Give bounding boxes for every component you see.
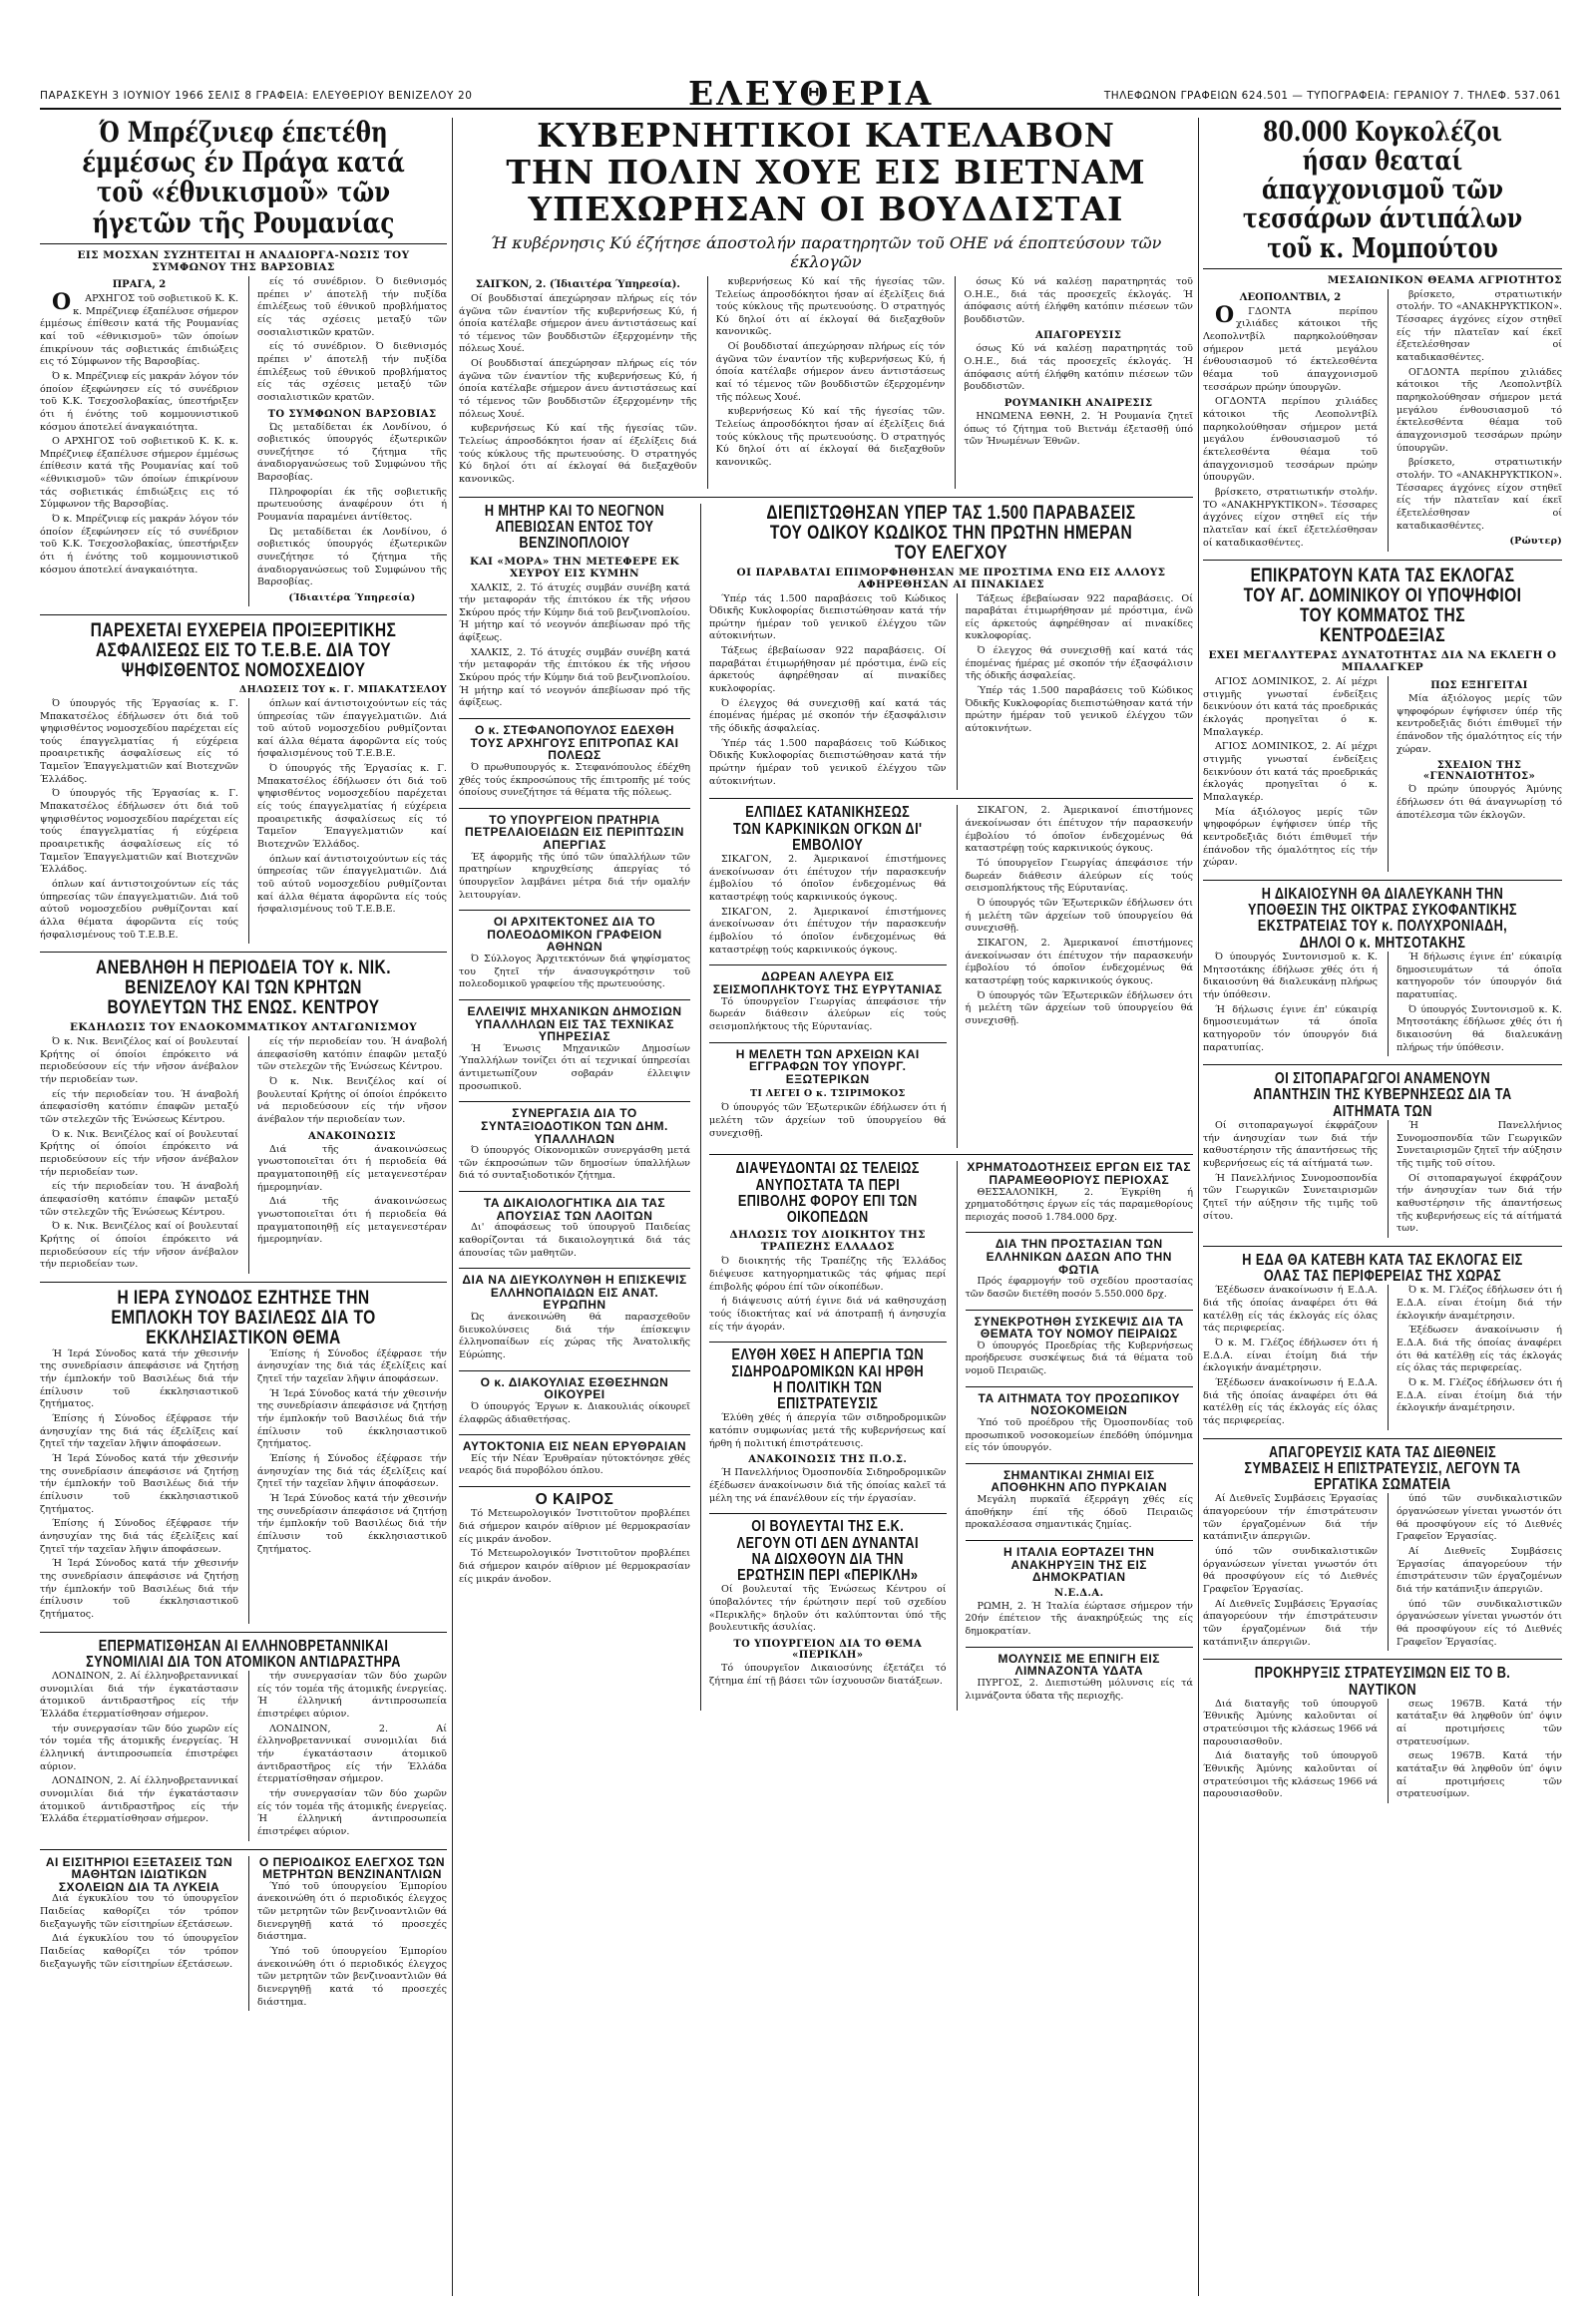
section-label: Ν.Ε.Δ.Α. [1054, 1587, 1104, 1599]
article-text: Ύπό τοῦ ύπουργείου Έμπορίου άνεκοινώθη ότι ό περιοδικός έλεγχος τῶν μετρητῶν τῶν βενζινοαντλιῶν θά διενεργηθῇ κατά τό προσεχές διάστημα. [257, 1880, 447, 1943]
article-text: τήν συνεργασίαν τῶν δύο χωρῶν είς τόν τομέα τῆς άτομικῆς ένεργείας. Ή έλληνική άντιπροσωπεία έπιστρέφει αύριον. [40, 1723, 238, 1772]
article-text: ΗΝΩΜΕΝΑ ΕΘΝΗ, 2. Ή Ρουμανία ζητεῖ όπως τό ζήτημα τοῦ Βιετνάμ έξετασθῇ ύπό τῶν Ήνωμένων Έθνῶν. [964, 411, 1193, 448]
article-text: Ή Ίερά Σύνοδος κατά τήν χθεσινήν της συνεδρίασιν άπεφάσισε νά ζητήσῃ τήν έμπλοκήν τοῦ Βασιλέως διά τήν έπίλυσιν τοῦ έκκλησιαστικοῦ ζητήματος. [40, 1558, 238, 1620]
article-text: Έξέδωσεν άνακοίνωσιν ή Ε.Δ.Α. διά τῆς όποίας άναφέρει ότι θά κατέλθῃ είς τάς έκλογάς είς όλας τάς περιφερείας. [1396, 1325, 1562, 1374]
article-stefanopoulos [459, 724, 690, 800]
article-text: Πληροφορίαι έκ τῆς σοβιετικῆς πρωτευούσης άναφέρουν ότι ή Ρουμανία παραμένει άντίθετος. [257, 486, 447, 524]
article-text: Ύπέρ τάς 1.500 παραβάσεις τοῦ Κώδικος Όδικῆς Κυκλοφορίας διεπιστώθησαν κατά τήν πρώτην ήμέραν τοῦ γενικοῦ έλέγχου τῶν αύτοκινήτων. [965, 685, 1193, 735]
article-text: Ώς άνεκοινώθη θά παρασχεθοῦν διευκολύνσεις διά τήν έπίσκεψιν έλληνοπαίδων είς χώρας τῆς Άνατολικῆς Εύρώπης. [459, 1312, 690, 1361]
article-text: Έξέδωσεν άνακοίνωσιν ή Ε.Δ.Α. διά τῆς όποίας άναφέρει ότι θά κατέλθῃ είς τάς έκλογάς είς όλας τάς περιφερείας. [1203, 1285, 1378, 1335]
dateline: ΣΑΙΓΚΟΝ, 2. (Ίδιαιτέρα Ύπηρεσία). [475, 278, 680, 290]
article-text: Τάξεως έβεβαίωσαν 922 παραβάσεις. Οί παραβάται έτιμωρήθησαν μέ πρόστιμα, ένῶ είς άρκετούς άφηρέθησαν αί πινακίδες κυκλοφορίας. [709, 645, 947, 695]
headline: ΕΛΛΕΙΨΙΣ ΜΗΧΑΝΙΚΩΝ ΔΗΜΟΣΙΩΝ ΥΠΑΛΛΗΛΩΝ ΕΙΣ ΤΑΣ ΤΕΧΝΙΚΑΣ ΥΠΗΡΕΣΙΑΣ [467, 1003, 682, 1044]
center-left-stack [459, 504, 690, 1712]
article-text: ΧΑΛΚΙΣ, 2. Τό άτυχές συμβάν συνέβη κατά τήν μεταφοράν τῆς έπιτόκου έκ τῆς νήσου Σκύρου πρός τήν Κύμην διά τοῦ βενζινοπλοίου. Ή μήτηρ καί τό νεογνόν άπεβίωσαν πρό τῆς άφίξεως. [459, 646, 690, 709]
section-label: ΑΝΑΚΟΙΝΩΣΙΣ ΤΗΣ Π.Ο.Σ. [748, 1454, 908, 1466]
article-text: Ό ύπουργός Προεδρίας τῆς Κυβερνήσεως προήδρευσε συσκέψεως διά τά θέματα τοῦ νομοῦ Πειραιῶς. [965, 1340, 1193, 1377]
article-piraeus [966, 1316, 1194, 1378]
article-traffic [709, 504, 1193, 791]
column-center [459, 118, 1193, 2296]
article-text: βρίσκετο, στρατιωτικήν στολήν. ΤΟ «ΑΝΑΚΗΡΥΚΤΙΚΟΝ». Τέσσαρες άγχόνες είχον στηθεῖ είς τήν πλατεῖαν καί έκεῖ έξετελέσθησαν οί καταδικασθέντες. [1396, 288, 1562, 364]
headline: ΔΩΡΕΑΝ ΑΛΕΥΡΑ ΕΙΣ ΣΕΙΣΜΟΠΛΗΚΤΟΥΣ ΤΗΣ ΕΥΡΥΤΑΝΙΑΣ [712, 969, 943, 996]
article-text: Έλύθη χθές ή άπεργία τῶν σιδηροδρομικῶν κατόπιν συμφωνίας μετά τῆς κυβερνήσεως καί ήρθη ή πολιτική έπιστράτευσις. [709, 1412, 947, 1449]
article-eda [1203, 1253, 1562, 1430]
headline: Ο ΚΑΙΡΟΣ [535, 1491, 614, 1509]
article-text: Ύπέρ τάς 1.500 παραβάσεις τοῦ Κώδικος Όδικῆς Κυκλοφορίας διεπιστώθησαν κατά τήν πρώτην ήμέραν τοῦ γενικοῦ έλέγχου τῶν αύτοκινήτων. [709, 737, 947, 787]
lead-headline-line1: ΚΥΒΕΡΝΗΤΙΚΟΙ ΚΑΤΕΛΑΒΟΝ [537, 118, 1115, 155]
article-text: ΟΓΔΟΝΤΑ περίπου χιλιάδες κάτοικοι τῆς Λεοπολντβίλ παρηκολούθησαν σήμερον μετά μεγάλου ένθουσιασμοῦ τό έκτελεσθέντα θέαμα τοῦ άπαγχονισμοῦ τεσσάρων πρώην ύπουργῶν. [1396, 366, 1562, 454]
article-exams [40, 1856, 447, 2012]
article-text: Ο ΑΡΧΗΓΟΣ τοῦ σοβιετικοῦ Κ. Κ. κ. Μπρέζνιεφ έξαπέλυσε σήμερον έμμέσως έπίθεσιν κατά τῆς Ρουμανίας καί τοῦ «έθνικισμοῦ» τῶν όποίων έπικρίνουν τάς σοβιετικάς έπιδιώξεις εις τό Σύμφωνον τῆς Βαρσοβίας. [40, 436, 238, 511]
subheadline: ΟΙ ΠΑΡΑΒΑΤΑΙ ΕΠΙΜΟΡΦΗΘΗΣΑΝ ΜΕ ΠΡΟΣΤΙΜΑ ΕΝΩ ΕΙΣ ΑΛΛΟΥΣ ΑΦΗΡΕΘΗΣΑΝ ΑΙ ΠΙΝΑΚΙΔΕΣ [736, 566, 1166, 590]
article-text: Ό κ. Νικ. Βενιζέλος καί οί βουλευταί Κρήτης οί όποίοι έπρόκειτο νά περιοδεύσουν είς τήν νῆσον άνέβαλον τήν περιοδείαν των. [40, 1221, 238, 1271]
article-text: Έξέδωσεν άνακοίνωσιν ή Ε.Δ.Α. διά τῆς όποίας άναφέρει ότι θά κατέλθῃ είς τάς έκλογάς είς όλας τάς περιφερείας. [1203, 1376, 1378, 1426]
article-justice [1203, 887, 1562, 1056]
center-right-area [700, 504, 1193, 1712]
subheadline: ΚΑΙ «ΜΟΡΑ» ΤΗΝ ΜΕΤΕΦΕΡΕ ΕΚ ΧΕΥΡΟΥ ΕΙΣ ΚΥΜΗΝ [469, 555, 680, 579]
article-text: Διά διαταγῆς τοῦ ύπουργοῦ Έθνικῆς Άμύνης καλοῦνται οί στρατεύσιμοι τῆς κλάσεως 1966 νά παρουσιασθοῦν. [1203, 1750, 1378, 1800]
headline: ΔΙΕΠΙΣΤΩΘΗΣΑΝ ΥΠΕΡ ΤΑΣ 1.500 ΠΑΡΑΒΑΣΕΙΣ ΤΟΥ ΟΔΙΚΟΥ ΚΩΔΙΚΟΣ ΤΗΝ ΠΡΩΤΗΝ ΗΜΕΡΑΝ ΤΟΥ ΕΛΕΓΧΟΥ [766, 502, 1136, 564]
article-text: ΑΓΙΟΣ ΔΟΜΙΝΙΚΟΣ, 2. Αί μέχρι στιγμῆς γνωσταί ένδείξεις δεικνύουν ότι κατά τάς προεδρικάς έκλογάς προηγεῖται ό κ. Μπαλαγκέρ. [1203, 741, 1378, 803]
lead-article-vietnam [459, 118, 1193, 489]
headline: ΠΑΡΕΧΕΤΑΙ ΕΥΧΕΡΕΙΑ ΠΡΟΙΞΕΡΙΤΙΚΗΣ ΑΣΦΑΛΙΣΕΩΣ ΕΙΣ ΤΟ Τ.Ε.Β.Ε. ΔΙΑ ΤΟΥ ΨΗΦΙΣΘΕΝΤΟΣ ΝΟΜΟΣΧΕΔΙΟΥ [90, 620, 397, 681]
article-text: ΛΟΝΔΙΝΟΝ, 2. Αί έλληνοβρεταννικαί συνομιλίαι διά τήν έγκατάστασιν άτομικοῦ άντιδραστῆρος είς τήν Έλλάδα έτερματίσθησαν σήμερον. [40, 1775, 238, 1825]
subheadline: ΜΕΣΑΙΩΝΙΚΟΝ ΘΕΑΜΑ ΑΓΡΙΟΤΗΤΟΣ [1327, 273, 1562, 286]
lead-subheadline: Ή κυβέρνησις Κύ έζήτησε άποστολήν παρατηρητῶν τοῦ ΟΗΕ νά έποπτεύσουν τῶν έκλογῶν [490, 232, 1162, 271]
article-text: ύπό τῶν συνδικαλιστικῶν όργανώσεων γίνεται γνωστόν ότι θά προσφύγουν είς τό Διεθνές Γραφεῖον Έργασίας. [1203, 1546, 1378, 1595]
article-text: Ή Ίερά Σύνοδος κατά τήν χθεσινήν της συνεδρίασιν άπεφάσισε νά ζητήσῃ τήν έμπλοκήν τοῦ Βασιλέως διά τήν έπίλυσιν τοῦ έκκλησιαστικοῦ ζητήματος. [257, 1387, 447, 1450]
article-engineers [459, 1005, 690, 1093]
article-text: είς τό συνέδριον. Ό διεθνισμός πρέπει ν' άποτελῇ τήν πυξίδα έπιλέξεως τοῦ έθνικοῦ προβλήματος είς τάς σχέσεις μεταξύ τῶν σοσιαλιστικῶν κρατῶν. [257, 341, 447, 403]
article-weather [459, 1492, 690, 1586]
headline: ΕΛΠΙΔΕΣ ΚΑΤΑΝΙΚΗΣΕΩΣ ΤΩΝ ΚΑΡΚΙΝΙΚΩΝ ΟΓΚΩΝ ΔΙ' ΕΜΒΟΛΙΟΥ [733, 804, 923, 854]
article-text: Οί σιτοπαραγωγοί έκφράζουν τήν άνησυχίαν των διά τήν καθυστέρησιν τῆς άπαντήσεως τῆς κυβερνήσεως είς τά αίτήματά των. [1203, 1119, 1378, 1169]
article-text: Έξ άφορμῆς τῆς ύπό τῶν ύπαλλήλων τῶν πρατηρίων κηρυχθείσης άπεργίας τό ύπουργεῖον λαμβάνει μέτρα διά τήν ομαλήν λειτουργίαν. [459, 851, 690, 901]
masthead-date-address: ΠΑΡΑΣΚΕΥΗ 3 ΙΟΥΝΙΟΥ 1966 ΣΕΛΙΣ 8 ΓΡΑΦΕΙΑ: ΕΛΕΥΘΕΡΙΟΥ ΒΕΝΙΖΕΛΟΥ 20 [40, 90, 473, 102]
article-text: Ώς μεταδίδεται έκ Λονδίνου, ό σοβιετικός ύπουργός έξωτερικῶν συνεζήτησε τό ζήτημα τῆς άναδιοργανώσεως τοῦ Συμφώνου τῆς Βαρσοβίας. [257, 526, 447, 588]
section-label: ΣΧΕΔΙΟΝ ΤΗΣ «ΓΕΝΝΑΙΟΤΗΤΟΣ» [1422, 760, 1536, 783]
article-text: Ό κ. Νικ. Βενιζέλος καί οί βουλευταί Κρήτης οί όποίοι έπρόκειτο νά περιοδεύσουν είς τήν νῆσον άνέβαλον τήν περιοδείαν των. [40, 1036, 238, 1086]
article-text: Μία άξιόλογος μερίς τῶν ψηφοφόρων έψήφισεν ύπέρ τῆς κεντροδεξιᾶς διότι έπιθυμεῖ τήν έπάνοδον τῆς όμαλότητος είς τήν χώραν. [1203, 806, 1378, 869]
column-right [1203, 118, 1562, 2296]
subheadline: ΔΗΛΩΣΙΣ ΤΟΥ ΔΙΟΙΚΗΤΟΥ ΤΗΣ ΤΡΑΠΕΖΗΣ ΕΛΛΑΔΟΣ [729, 1229, 927, 1254]
article-text: ΡΩΜΗ, 2. Ή Ίταλία έώρτασε σήμερον τήν 20ήν έπέτειον τῆς άνακηρύξεώς της είς δημοκρατίαν. [965, 1600, 1193, 1638]
article-text: Ό κ. Νικ. Βενιζέλος καί οί βουλευταί Κρήτης οί όποίοι έπρόκειτο νά περιοδεύσουν είς τήν νῆσον άνέβαλον τήν περιοδείαν των. [40, 1128, 238, 1178]
article-text: ΣΙΚΑΓΟΝ, 2. Άμερικανοί έπιστήμονες άνεκοίνωσαν ότι έπέτυχον τήν παρασκευήν έμβολίου τό όποῖον ένδεχομένως θά καταστρέφῃ τούς καρκινικούς όγκους. [965, 805, 1193, 855]
article-breznev [40, 118, 447, 606]
article-text: ΑΓΙΟΣ ΔΟΜΙΝΙΚΟΣ, 2. Αί μέχρι στιγμῆς γνωσταί ένδείξεις δεικνύουν ότι κατά τάς προεδρικάς έκλογάς προηγεῖται ό κ. Μπαλαγκέρ. [1203, 676, 1378, 738]
column-divider [452, 118, 453, 2296]
headline: ΤΟ ΥΠΟΥΡΓΕΙΟΝ ΠΡΑΤΗΡΙΑ ΠΕΤΡΕΛΑΙΟΕΙΔΩΝ ΕΙΣ ΠΕΡΙΠΤΩΣΙΝ ΑΠΕΡΓΙΑΣ [465, 812, 684, 852]
headline: Η ΜΕΛΕΤΗ ΤΩΝ ΑΡΧΕΙΩΝ ΚΑΙ ΕΓΓΡΑΦΩΝ ΤΟΥ ΥΠΟΥΡΓ. ΕΞΩΤΕΡΙΚΩΝ [735, 1046, 920, 1086]
article-hospitals [966, 1392, 1194, 1455]
article-text: Οί βουλευταί τῆς Ένώσεως Κέντρου οί ύποβαλόντες τήν έρώτησιν περί τοῦ σχεδίου «Περικλῆς» δηλοῦν ότι καλύπτονται ύπό τῆς βουλευτικῆς άσυλίας. [709, 1584, 947, 1634]
article-text: Αί Διεθνεῖς Συμβάσεις Έργασίας άπαγορεύουν τήν έπιστράτευσιν τῶν έργαζομένων διά τήν κατάπνιξιν άπεργιῶν. [1203, 1598, 1378, 1648]
article-text: είς τήν περιοδείαν του. Ή άναβολή άπεφασίσθη κατόπιν έπαφῶν μεταξύ τῶν στελεχῶν τῆς Ένώσεως Κέντρου. [40, 1088, 238, 1126]
article-text: Ό έλεγχος θά συνεχισθῇ καί κατά τάς έπομένας ήμέρας μέ σκοπόν τήν έξασφάλισιν τῆς όδικῆς άσφαλείας. [965, 645, 1193, 682]
article-land-tax [709, 1161, 947, 1334]
section-label: ΤΟ ΥΠΟΥΡΓΕΙΟΝ ΔΙΑ ΤΟ ΘΕΜΑ «ΠΕΡΙΚΛΗ» [733, 1639, 923, 1661]
credit: (Ρώυτερ) [1509, 536, 1562, 548]
article-text: σεως 1967Β. Κατά τήν κατάταξιν θά ληφθοῦν ύπ' όψιν αί προτιμήσεις τῶν στρατευσίμων. [1396, 1750, 1562, 1800]
lead-headline-line2: ΤΗΝ ΠΟΛΙΝ ΧΟΥΕ ΕΙΣ ΒΙΕΤΝΑΜ [506, 152, 1146, 192]
article-absences [459, 1197, 690, 1260]
section-label: ΑΠΑΓΟΡΕΥΣΙΣ [1035, 330, 1122, 342]
headline: ΔΙΑΨΕΥΔΟΝΤΑΙ ΩΣ ΤΕΛΕΙΩΣ ΑΝΥΠΟΣΤΑΤΑ ΤΑ ΠΕΡΙ ΕΠΙΒΟΛΗΣ ΦΟΡΟΥ ΕΠΙ ΤΩΝ ΟΙΚΟΠΕΔΩΝ [735, 1160, 920, 1227]
article-text: βρίσκετο, στρατιωτικήν στολήν. ΤΟ «ΑΝΑΚΗΡΥΚΤΙΚΟΝ». Τέσσαρες άγχόνες είχον στηθεῖ είς τήν πλατεῖαν καί έκεῖ έξετελέσθησαν οί καταδικασθέντες. [1396, 457, 1562, 532]
article-text: κυβερνήσεως Κύ καί τῆς ήγεσίας τῶν. Τελείως άπροσδόκητοι ήσαν αί έξελίξεις διά τούς κύκλους τῆς πρωτευούσης. Ό στρατηγός Κύ δηλοί ότι αί έκλογαί θά διεξαχθοῦν κανονικῶς. [459, 423, 697, 486]
article-pensions [459, 1107, 690, 1183]
section-label: ΤΟ ΣΥΜΦΩΝΟΝ ΒΑΡΣΟΒΙΑΣ [267, 408, 437, 420]
article-text: Τό ύπουργεῖον Γεωργίας άπεφάσισε τήν δωρεάν διάθεσιν άλεύρων είς τούς σεισμοπλήκτους τῆς Εύρυτανίας. [965, 857, 1193, 895]
article-text: Τό ύπουργεῖον Γεωργίας άπεφάσισε τήν δωρεάν διάθεσιν άλεύρων είς τούς σεισμοπλήκτους τῆς Εύρυτανίας. [709, 995, 947, 1032]
newspaper-title: ΕΛΕΥΘΕΡΙΑ [688, 74, 935, 113]
article-text: Ώς μεταδίδεται έκ Λονδίνου, ό σοβιετικός ύπουργός έξωτερικῶν συνεζήτησε τό ζήτημα τῆς άναδιοργανώσεως τοῦ Συμφώνου τῆς Βαρσοβίας. [257, 421, 447, 484]
article-text: ΠΥΡΓΟΣ, 2. Διεπιστώθη μόλυνσις είς τά λιμνάζοντα ύδατα τῆς περιοχῆς. [965, 1677, 1193, 1702]
section-label: ΠΩΣ ΕΞΗΓΕΙΤΑΙ [1430, 680, 1528, 691]
article-text: Ή Ίερά Σύνοδος κατά τήν χθεσινήν της συνεδρίασιν άπεφάσισε νά ζητήσῃ τήν έμπλοκήν τοῦ Βασιλέως διά τήν έπίλυσιν τοῦ έκκλησιαστικοῦ ζητήματος. [257, 1492, 447, 1555]
subheadline: ΕΧΕΙ ΜΕΓΑΛΥΤΕΡΑΣ ΔΥΝΑΤΟΤΗΤΑΣ ΔΙΑ ΝΑ ΕΚΛΕΓΗ Ο ΜΠΑΛΑΓΚΕΡ [1208, 649, 1557, 673]
headline: ΑΠΑΓΟΡΕΥΣΙΣ ΚΑΤΑ ΤΑΣ ΔΙΕΘΝΕΙΣ ΣΥΜΒΑΣΕΙΣ Η ΕΠΙΣΤΡΑΤΕΥΣΙΣ, ΛΕΓΟΥΝ ΤΑ ΕΡΓΑΤΙΚΑ ΣΩΜΑΤΕΙΑ [1244, 1443, 1521, 1494]
article-text: Ό κ. Μ. Γλέζος έδήλωσεν ότι ή Ε.Δ.Α. είναι έτοίμη διά τήν έκλογικήν άναμέτρησιν. [1396, 1376, 1562, 1414]
article-text: Ή δήλωσις έγινε έπ' εύκαιρίᾳ δημοσιευμάτων τά όποῖα κατηγοροῦν τόν ύπουργόν διά παρατυπίας. [1203, 1003, 1378, 1053]
credit: (Ίδιαιτέρα Ύπηρεσία) [288, 592, 416, 604]
headline: Ο κ. ΣΤΕΦΑΝΟΠΟΥΛΟΣ ΕΔΕΧΘΗ ΤΟΥΣ ΑΡΧΗΓΟΥΣ ΕΠΙΤΡΟΠΑΣ ΚΑΙ ΠΟΛΕΩΣ [470, 723, 679, 763]
article-text: Διά έγκυκλίου του τό ύπουργεῖον Παιδείας καθορίζει τόν τρόπον διεξαγωγῆς τῶν είσιτηρίων έξετάσεων. [40, 1893, 238, 1930]
lead-headline-line3: ΥΠΕΧΩΡΗΣΑΝ ΟΙ ΒΟΥΔΔΙΣΤΑΙ [528, 189, 1124, 228]
article-text: ΘΕΣΣΑΛΟΝΙΚΗ, 2. Έγκρίθη ή χρηματοδότησις έργων είς τάς παραμεθορίους περιοχάς ποσοῦ 1.784.000 δρχ. [965, 1186, 1193, 1223]
article-text: Αί Διεθνεῖς Συμβάσεις Έργασίας άπαγορεύουν τήν έπιστράτευσιν τῶν έργαζομένων διά τήν κατάπνιξιν άπεργιῶν. [1396, 1546, 1562, 1595]
subheadline: ΕΙΣ ΜΟΣΧΑΝ ΣΥΖΗΤΕΙΤΑΙ Η ΑΝΑΔΙΟΡΓΑ-ΝΩΣΙΣ ΤΟΥ ΣΥΜΦΩΝΟΥ ΤΗΣ ΒΑΡΣΟΒΙΑΣ [77, 248, 410, 273]
article-text: Πρός έφαρμογήν τοῦ σχεδίου προστασίας τῶν δασῶν διετέθη ποσόν 5.550.000 δρχ. [965, 1276, 1193, 1300]
headline: ΟΙ ΑΡΧΙΤΕΚΤΟΝΕΣ ΔΙΑ ΤΟ ΠΟΛΕΟΔΟΜΙΚΟΝ ΓΡΑΦΕΙΟΝ ΑΘΗΝΩΝ [487, 915, 662, 955]
byline: ΤΙ ΛΕΓΕΙ Ο κ. ΤΣΙΡΙΜΟΚΟΣ [749, 1088, 906, 1100]
article-text: Έπίσης ή Σύνοδος έξέφρασε τήν άνησυχίαν της διά τάς έξελίξεις καί ζητεῖ τήν ταχεῖαν λῆψιν άποφάσεων. [40, 1518, 238, 1555]
headline: Η ΜΗΤΗΡ ΚΑΙ ΤΟ ΝΕΟΓΝΟΝ ΑΠΕΒΙΩΣΑΝ ΕΝΤΟΣ ΤΟΥ ΒΕΝΖΙΝΟΠΛΟΙΟΥ [484, 502, 665, 553]
article-text: όπλων καί άντιστοιχούντων είς τάς ύπηρεσίας τῶν έπαγγελματιῶν. Διά τοῦ αύτοῦ νομοσχεδίου ρυθμίζονται καί άλλα θέματα άφορῶντα είς τούς ήσφαλισμένους τοῦ Τ.Ε.Β.Ε. [40, 879, 238, 941]
article-text: Ό ύπουργός Έργων κ. Διακουλιάς οίκουρεῖ έλαφρῶς άδιαθετήσας. [459, 1400, 690, 1425]
headline: ΤΑ ΔΙΚΑΙΟΛΟΓΗΤΙΚΑ ΔΙΑ ΤΑΣ ΑΠΟΥΣΙΑΣ ΤΩΝ ΛΑΟΙΤΩΝ [483, 1196, 666, 1223]
article-pratiria [459, 814, 690, 902]
article-text: Ύπό τοῦ ύπουργείου Έμπορίου άνεκοινώθη ότι ό περιοδικός έλεγχος τῶν μετρητῶν τῶν βενζινοαντλιῶν θά διενεργηθῇ κατά τό προσεχές διάστημα. [257, 1946, 447, 2008]
article-forests [966, 1238, 1194, 1301]
article-text: Ή Ίερά Σύνοδος κατά τήν χθεσινήν της συνεδρίασιν άπεφάσισε νά ζητήσῃ τήν έμπλοκήν τοῦ Βασιλέως διά τήν έπίλυσιν τοῦ έκκλησιαστικοῦ ζητήματος. [40, 1453, 238, 1515]
headline: ΣΥΝΕΚΡΟΤΗΘΗ ΣΥΣΚΕΨΙΣ ΔΙΑ ΤΑ ΘΕΜΑΤΑ ΤΟΥ ΝΟΜΟΥ ΠΕΙΡΑΙΩΣ [974, 1314, 1184, 1342]
article-text: Μεγάλη πυρκαϊά έξερράγη χθές είς άποθήκην έπί τῆς όδοῦ Πειραιῶς προκαλέσασα σημαντικάς ζημίας. [965, 1494, 1193, 1531]
article-text: Ύπέρ τάς 1.500 παραβάσεις τοῦ Κώδικος Όδικῆς Κυκλοφορίας διεπιστώθησαν κατά τήν πρώτην ήμέραν τοῦ γενικοῦ έλέγχου τῶν αύτοκινήτων. [709, 592, 947, 642]
article-reactor [40, 1639, 447, 1841]
article-text: Ό ύπουργός Συντονισμοῦ κ. Κ. Μητσοτάκης έδήλωσε χθές ότι ή δικαιοσύνη θά διαλευκάνῃ πλήρως τήν ύπόθεσιν. [1203, 951, 1378, 1000]
article-text: Οί βουδδισταί άπεχώρησαν πλήρως είς τόν άγῶνα τῶν έναντίον τῆς κυβερνήσεως Κύ, ή όποία κατέλαβε σήμερον άνευ άντιστάσεως καί τό τέμενος τῶν βουδδιστῶν έξερχομένην τῆς πόλεως Χουέ. [459, 358, 697, 420]
article-text: κυβερνήσεως Κύ καί τῆς ήγεσίας τῶν. Τελείως άπροσδόκητοι ήσαν αί έξελίξεις διά τούς κύκλους τῆς πρωτευούσης. Ό στρατηγός Κύ δηλοί ότι αί έκλογαί θά διεξαχθοῦν κανονικῶς. [715, 275, 946, 338]
article-text: ΟΓΔΟΝΤΑ περίπου χιλιάδες κάτοικοι τῆς Λεοπολντβίλ παρηκολούθησαν σήμερον μετά μεγάλου ένθουσιασμοῦ τό έκτελεσθέντα θέαμα τοῦ άπαγχονισμοῦ τεσσάρων πρώην ύπουργῶν. [1203, 396, 1378, 484]
article-text: Διά τῆς άνακοινώσεως γνωστοποιεῖται ότι ή περιοδεία θά πραγματοποιηθῇ είς μεταγενεστέραν ήμερομηνίαν. [257, 1196, 447, 1246]
headline: ΧΡΗΜΑΤΟΔΟΤΗΣΕΙΣ ΕΡΓΩΝ ΕΙΣ ΤΑΣ ΠΑΡΑΜΕΘΟΡΙΟΥΣ ΠΕΡΙΟΧΑΣ [967, 1160, 1192, 1187]
article-dominican [1203, 567, 1562, 872]
headline: ΑΥΤΟΚΤΟΝΙΑ ΕΙΣ ΝΕΑΝ ΕΡΥΘΡΑΙΑΝ [462, 1439, 687, 1454]
article-text: Μία άξιόλογος μερίς τῶν ψηφοφόρων έψήφισεν ύπέρ τῆς κεντροδεξιᾶς διότι έπιθυμεῖ τήν έπάνοδον τῆς όμαλότητος είς τήν χώραν. [1396, 693, 1562, 755]
article-suicide [459, 1440, 690, 1478]
article-italy [966, 1546, 1194, 1639]
article-mother [459, 504, 690, 710]
article-text: Οί σιτοπαραγωγοί έκφράζουν τήν άνησυχίαν των διά τήν καθυστέρησιν τῆς άπαντήσεως τῆς κυβερνήσεως είς τά αίτήματά των. [1396, 1172, 1562, 1235]
article-text: ΛΟΝΔΙΝΟΝ, 2. Αί έλληνοβρεταννικαί συνομιλίαι διά τήν έγκατάστασιν άτομικοῦ άντιδραστῆρος είς τήν Έλλάδα έτερματίσθησαν σήμερον. [257, 1723, 447, 1785]
article-text: Έπίσης ή Σύνοδος έξέφρασε τήν άνησυχίαν της διά τάς έξελίξεις καί ζητεῖ τήν ταχεῖαν λῆψιν άποφάσεων. [257, 1347, 447, 1385]
article-text: ΣΙΚΑΓΟΝ, 2. Άμερικανοί έπιστήμονες άνεκοίνωσαν ότι έπέτυχον τήν παρασκευήν έμβολίου τό όποῖον ένδεχομένως θά καταστρέφῃ τούς καρκινικούς όγκους. [709, 854, 947, 904]
headline: Ο ΠΕΡΙΟΔΙΚΟΣ ΕΛΕΓΧΟΣ ΤΩΝ ΜΕΤΡΗΤΩΝ ΒΕΝΖΙΝΑΝΤΛΙΩΝ [258, 1854, 446, 1882]
section-label: ΡΟΥΜΑΝΙΚΗ ΑΝΑΙΡΕΣΙΣ [1003, 398, 1153, 410]
article-text: Ή Ίερά Σύνοδος κατά τήν χθεσινήν της συνεδρίασιν άπεφάσισε νά ζητήσῃ τήν έμπλοκήν τοῦ Βασιλέως διά τήν έπίλυσιν τοῦ έκκλησιαστικοῦ ζητήματος. [40, 1347, 238, 1410]
headline: Ό Μπρέζνιεφ έπετέθη έμμέσως έν Πράγα κατά τοῦ «έθνικισμοῦ» τῶν ήγετῶν τῆς Ρουμανίας [82, 118, 405, 239]
article-text: όπλων καί άντιστοιχούντων είς τάς ύπηρεσίας τῶν έπαγγελματιῶν. Διά τοῦ αύτοῦ νομοσχεδίου ρυθμίζονται καί άλλα θέματα άφορῶντα είς τούς ήσφαλισμένους τοῦ Τ.Ε.Β.Ε. [257, 697, 447, 760]
article-text: Ό ύπουργός τῶν Έξωτερικῶν έδήλωσεν ότι ή μελέτη τῶν άρχείων τοῦ ύπουργείου θά συνεχισθῇ. [965, 989, 1193, 1026]
headline: ΟΙ ΒΟΥΛΕΥΤΑΙ ΤΗΣ Ε.Κ. ΛΕΓΟΥΝ ΟΤΙ ΔΕΝ ΔΥΝΑΝΤΑΙ ΝΑ ΔΙΩΧΘΟΥΝ ΔΙΑ ΤΗΝ ΕΡΩΤΗΣΙΝ ΠΕΡΙ «ΠΕΡΙΚΛΗ» [736, 1518, 919, 1585]
article-congo [1203, 118, 1562, 552]
section-label: ΑΝΑΚΟΙΝΩΣΙΣ [308, 1130, 396, 1142]
article-text: Ό ύπουργός τῆς Έργασίας κ. Γ. Μπακατσέλος έδήλωσεν ότι διά τοῦ ψηφισθέντος νομοσχεδίου παρέχεται είς τούς έπαγγελματίας ή εύχέρεια προαιρετικῆς άσφαλίσεως είς τό Ταμεῖον Έπαγγελματιῶν καί Βιοτεχνῶν Έλλάδος. [40, 788, 238, 876]
headline: ΔΙΑ ΤΗΝ ΠΡΟΣΤΑΣΙΑΝ ΤΩΝ ΕΛΛΗΝΙΚΩΝ ΔΑΣΩΝ ΑΠΟ ΤΗΝ ΦΩΤΙΑ [986, 1237, 1172, 1277]
article-text: Ή Πανελλήνιος Συνομοσπονδία τῶν Γεωργικῶν Συνεταιρισμῶν ζητεῖ τήν αύξησιν τῆς τιμῆς τοῦ σίτου. [1203, 1172, 1378, 1222]
headline: Η ΔΙΚΑΙΟΣΥΝΗ ΘΑ ΔΙΑΛΕΥΚΑΝΗ ΤΗΝ ΥΠΟΘΕΣΙΝ ΤΗΣ ΟΙΚΤΡΑΣ ΣΥΚΟΦΑΝΤΙΚΗΣ ΕΚΣΤΡΑΤΕΙΑΣ ΤΟΥ κ. ΠΟΛΥΧΡΟΝΙΑΔΗ, ΔΗΛΟΙ Ο κ. ΜΗΤΣΟΤΑΚΗΣ [1248, 885, 1517, 952]
article-text: ΣΙΚΑΓΟΝ, 2. Άμερικανοί έπιστήμονες άνεκοίνωσαν ότι έπέτυχον τήν παρασκευήν έμβολίου τό όποῖον ένδεχομένως θά καταστρέφῃ τούς καρκινικούς όγκους. [709, 906, 947, 956]
headline: ΜΟΛΥΝΣΙΣ ΜΕ ΕΠΝΙΓΗ ΕΙΣ ΛΙΜΝΑΖΟΝΤΑ ΥΔΑΤΑ [998, 1651, 1160, 1679]
headline: Η ΙΕΡΑ ΣΥΝΟΔΟΣ ΕΖΗΤΗΣΕ ΤΗΝ ΕΜΠΛΟΚΗ ΤΟΥ ΒΑΣΙΛΕΩΣ ΔΙΑ ΤΟ ΕΚΚΛΗΣΙΑΣΤΙΚΟΝ ΘΕΜΑ [111, 1287, 376, 1348]
article-fire [966, 1469, 1194, 1532]
headline: ΕΠΕΡΜΑΤΙΣΘΗΣΑΝ ΑΙ ΕΛΛΗΝΟΒΡΕΤΑΝΝΙΚΑΙ ΣΥΝΟΜΙΛΙΑΙ ΔΙΑ ΤΟΝ ΑΤΟΜΙΚΟΝ ΑΝΤΙΔΡΑΣΤΗΡΑ [86, 1637, 401, 1671]
article-text: Ή δήλωσις έγινε έπ' εύκαιρίᾳ δημοσιευμάτων τά όποῖα κατηγοροῦν τόν ύπουργόν διά παρατυπίας. [1396, 951, 1562, 1000]
column-left [40, 118, 447, 2296]
article-text: Ό κ. Μπρέζνιεφ είς μακράν λόγον τόν όποίον έξεφώνησεν είς τό συνέδριον τοῦ Κ.Κ. Τσεχοσλοβακίας, ύπεστήριξεν ότι ή ένότης τοῦ κομμουνιστικοῦ κόσμου άποτελεί άναγκαιότητα. [40, 370, 238, 433]
article-text: Ό κ. Μ. Γλέζος έδήλωσεν ότι ή Ε.Δ.Α. είναι έτοίμη διά τήν έκλογικήν άναμέτρησιν. [1396, 1285, 1562, 1322]
masthead-phones: ΤΗΛΕΦΩΝΟΝ ΓΡΑΦΕΙΩΝ 624.501 — ΤΥΠΟΓΡΑΦΕΙΑ: ΓΕΡΑΝΙΟΥ 7. ΤΗΛΕΦ. 537.061 [1103, 90, 1561, 102]
article-text: όσως Κύ νά καλέσῃ παρατηρητάς τοῦ Ο.Η.Ε., διά τάς προσεχεῖς έκλογάς. Ή άπόφασις αύτή έλήφθη κατόπιν πιέσεων τῶν βουδδιστῶν. [964, 343, 1193, 393]
article-text: Διά διαταγῆς τοῦ ύπουργοῦ Έθνικῆς Άμύνης καλοῦνται οί στρατεύσιμοι τῆς κλάσεως 1966 νά παρουσιασθοῦν. [1203, 1698, 1378, 1747]
headline: Η ΙΤΑΛΙΑ ΕΟΡΤΑΖΕΙ ΤΗΝ ΑΝΑΚΗΡΥΞΙΝ ΤΗΣ ΕΙΣ ΔΗΜΟΚΡΑΤΙΑΝ [1003, 1545, 1155, 1585]
article-navy [1203, 1666, 1562, 1803]
article-east-europe [459, 1274, 690, 1361]
headline: ΑΙ ΕΙΣΙΤΗΡΙΟΙ ΕΞΕΤΑΣΕΙΣ ΤΩΝ ΜΑΘΗΤΩΝ ΙΔΙΩΤΙΚΩΝ ΣΧΟΛΕΙΩΝ ΔΙΑ ΤΑ ΛΥΚΕΙΑ [45, 1854, 233, 1894]
article-text: Τάξεως έβεβαίωσαν 922 παραβάσεις. Οί παραβάται έτιμωρήθησαν μέ πρόστιμα, ένῶ είς άρκετούς άφηρέθησαν αί πινακίδες κυκλοφορίας. [965, 592, 1193, 642]
subheadline: ΕΚΔΗΛΩΣΙΣ ΤΟΥ ΕΝΔΟΚΟΜΜΑΤΙΚΟΥ ΑΝΤΑΓΩΝΙΣΜΟΥ [69, 1021, 418, 1034]
article-text: Ύπό τοῦ προέδρου τῆς Όμοσπονδίας τοῦ προσωπικοῦ νοσοκομείων έπεδόθη ύπόμνημα είς τόν ύπουργόν. [965, 1416, 1193, 1454]
article-venizelos [40, 959, 447, 1274]
article-text: Ό κ. Μ. Γλέζος έδήλωσεν ότι ή Ε.Δ.Α. είναι έτοίμη διά τήν έκλογικήν άναμέτρησιν. [1203, 1338, 1378, 1374]
article-text: ύπό τῶν συνδικαλιστικῶν όργανώσεων γίνεται γνωστόν ότι θά προσφύγουν είς τό Διεθνές Γραφεῖον Έργασίας. [1396, 1493, 1562, 1543]
headline: Ο κ. ΔΙΑΚΟΥΛΙΑΣ ΕΣΘΕΣΗΝΩΝ ΟΙΚΟΥΡΕΙ [480, 1374, 669, 1402]
article-archives [709, 1048, 947, 1141]
article-text: Ή Πανελλήνιος Συνομοσπονδία τῶν Γεωργικῶν Συνεταιρισμῶν ζητεῖ τήν αύξησιν τῆς τιμῆς τοῦ σίτου. [1396, 1119, 1562, 1169]
headline: ΣΗΜΑΝΤΙΚΑΙ ΖΗΜΙΑΙ ΕΙΣ ΑΠΟΘΗΚΗΝ ΑΠΟ ΠΥΡΚΑΙΑΝ [991, 1467, 1168, 1495]
article-text: τήν συνεργασίαν τῶν δύο χωρῶν είς τόν τομέα τῆς άτομικῆς ένεργείας. Ή έλληνική άντιπροσωπεία έπιστρέφει αύριον. [257, 1671, 447, 1721]
article-tebe [40, 621, 447, 944]
article-text: Ή Πανελλήνιος Όμοσπονδία Σιδηροδρομικῶν έξέδωσεν άνακοίνωσιν διά τῆς όποίας καλεῖ τά μέλη της νά έπανέλθουν είς τήν έργασίαν. [709, 1467, 947, 1504]
article-vaccine [709, 805, 947, 957]
article-pericles [709, 1519, 947, 1688]
article-text: Διά τῆς άνακοινώσεως γνωστοποιεῖται ότι ή περιοδεία θά πραγματοποιηθῇ είς μεταγενεστέραν ήμερομηνίαν. [257, 1143, 447, 1193]
article-railway-strike [709, 1347, 947, 1505]
article-text: είς τήν περιοδείαν του. Ή άναβολή άπεφασίσθη κατόπιν έπαφῶν μεταξύ τῶν στελεχῶν τῆς Ένώσεως Κέντρου. [257, 1036, 447, 1073]
article-text: Δι' άποφάσεως τοῦ ύπουργοῦ Παιδείας καθορίζονται τά δικαιολογητικά διά τάς άπουσίας τῶν μαθητῶν. [459, 1222, 690, 1259]
article-text: ΟΓΔΟΝΤΑ περίπου χιλιάδες κάτοικοι τῆς Λεοπολντβίλ παρηκολούθησαν σήμερον μετά μεγάλου ένθουσιασμοῦ τό έκτελεσθέντα θέαμα τοῦ άπαγχονισμοῦ τεσσάρων πρώην ύπουργῶν. [1203, 301, 1378, 393]
article-architects [459, 916, 690, 991]
article-text: ΣΙΚΑΓΟΝ, 2. Άμερικανοί έπιστήμονες άνεκοίνωσαν ότι έπέτυχον τήν παρασκευήν έμβολίου τό όποῖον ένδεχομένως θά καταστρέφῃ τούς καρκινικούς όγκους. [965, 937, 1193, 986]
article-text: σεως 1967Β. Κατά τήν κατάταξιν θά ληφθοῦν ύπ' όψιν αί προτιμήσεις τῶν στρατευσίμων. [1396, 1698, 1562, 1747]
headline: ΠΡΟΚΗΡΥΞΙΣ ΣΤΡΑΤΕΥΣΙΜΩΝ ΕΙΣ ΤΟ Β. ΝΑΥΤΙΚΟΝ [1254, 1665, 1511, 1699]
article-flour [709, 970, 947, 1033]
article-text: Διά έγκυκλίου του τό ύπουργεῖον Παιδείας καθορίζει τόν τρόπον διεξαγωγῆς τῶν είσιτηρίων έξετάσεων. [40, 1933, 238, 1970]
article-text: Οί βουδδισταί άπεχώρησαν πλήρως είς τόν άγῶνα τῶν έναντίον τῆς κυβερνήσεως Κύ, ή όποία κατέλαβε σήμερον άνευ άντιστάσεως καί τό τέμενος τῶν βουδδιστῶν έξερχομένην τῆς πόλεως Χουέ. [715, 341, 946, 403]
headline: 80.000 Κογκολέζοι ήσαν θεαταί άπαγχονισμοῦ τῶν τεσσάρων άντιπάλων τοῦ κ. Μομπούτου [1242, 118, 1523, 264]
article-text: Ό Σύλλογος Άρχιτεκτόνων διά ψηφίσματος του ζητεῖ τήν άνασυγκρότησιν τοῦ πολεοδομικοῦ γραφείου τῆς πρωτευούσης. [459, 954, 690, 990]
article-text: Ό ύπουργός τῆς Έργασίας κ. Γ. Μπακατσέλος έδήλωσεν ότι διά τοῦ ψηφισθέντος νομοσχεδίου παρέχεται είς τούς έπαγγελματίας ή εύχέρεια προαιρετικῆς άσφαλίσεως είς τό Ταμεῖον Έπαγγελματιῶν καί Βιοτεχνῶν Έλλάδος. [257, 763, 447, 851]
article-text: Είς τήν Νέαν Έρυθραίαν ηύτοκτόνησε χθές νεαρός διά πυροβόλου όπλου. [459, 1452, 690, 1477]
article-text: ή διάψευσις αύτή έγινε διά νά καθησυχάσῃ τούς ίδιοκτήτας καί νά άποτραπῇ ή άνησυχία είς τήν άγοράν. [709, 1296, 947, 1333]
headline: ΕΠΙΚΡΑΤΟΥΝ ΚΑΤΑ ΤΑΣ ΕΚΛΟΓΑΣ ΤΟΥ ΑΓ. ΔΟΜΙΝΙΚΟΥ ΟΙ ΥΠΟΨΗΦΙΟΙ ΤΟΥ ΚΟΜΜΑΤΟΣ ΤΗΣ ΚΕΝΤΡΟΔΕΞΙΑΣ [1243, 566, 1522, 647]
article-text: Έπίσης ή Σύνοδος έξέφρασε τήν άνησυχίαν της διά τάς έξελίξεις καί ζητεῖ τήν ταχεῖαν λῆψιν άποφάσεων. [257, 1453, 447, 1490]
article-text: κυβερνήσεως Κύ καί τῆς ήγεσίας τῶν. Τελείως άπροσδόκητοι ήσαν αί έξελίξεις διά τούς κύκλους τῆς πρωτευούσης. Ό στρατηγός Κύ δηλοί ότι αί έκλογαί θά διεξαχθοῦν κανονικῶς. [715, 406, 946, 469]
article-text: Ό διοικητής τῆς Τραπέζης τῆς Έλλάδος διέψευσε κατηγορηματικῶς τάς φήμας περί έπιβολῆς φόρου έπί τῶν οίκοπέδων. [709, 1256, 947, 1293]
article-wheat [1203, 1071, 1562, 1238]
headline: ΔΙΑ ΝΑ ΔΙΕΥΚΟΛΥΝΘΗ Η ΕΠΙΣΚΕΨΙΣ ΕΛΛΗΝΟΠΑΙΔΩΝ ΕΙΣ ΑΝΑΤ. ΕΥΡΩΠΗΝ [462, 1273, 687, 1313]
article-text: Ό πρωθυπουργός κ. Στεφανόπουλος έδέχθη χθές τούς έκπροσώπους τῆς έπιτροπῆς μέ τούς όποίους συνεζήτησε τά θέματα τῆς πόλεως. [459, 761, 690, 799]
masthead [40, 74, 1561, 113]
article-text: όπλων καί άντιστοιχούντων είς τάς ύπηρεσίας τῶν έπαγγελματιῶν. Διά τοῦ αύτοῦ νομοσχεδίου ρυθμίζονται καί άλλα θέματα άφορῶντα είς τούς ήσφαλισμένους τοῦ Τ.Ε.Β.Ε. [257, 853, 447, 916]
headline: ΑΝΕΒΛΗΘΗ Η ΠΕΡΙΟΔΕΙΑ ΤΟΥ κ. ΝΙΚ. ΒΕΝΙΖΕΛΟΥ ΚΑΙ ΤΩΝ ΚΡΗΤΩΝ ΒΟΥΛΕΥΤΩΝ ΤΗΣ ΕΝΩΣ. ΚΕΝΤΡΟΥ [96, 958, 391, 1019]
article-funding [966, 1161, 1194, 1224]
article-text: Ό ύπουργός Οίκονομικῶν συνεργάσθη μετά τῶν έκπροσώπων τῶν δημοσίων ύπαλλήλων διά τό συνταξιοδοτικόν ζήτημα. [459, 1145, 690, 1182]
headline: Η ΕΔΑ ΘΑ ΚΑΤΕΒΗ ΚΑΤΑ ΤΑΣ ΕΚΛΟΓΑΣ ΕΙΣ ΟΛΑΣ ΤΑΣ ΠΕΡΙΦΕΡΕΙΑΣ ΤΗΣ ΧΩΡΑΣ [1242, 1251, 1523, 1286]
headline: ΤΑ ΑΙΤΗΜΑΤΑ ΤΟΥ ΠΡΟΣΩΠΙΚΟΥ ΝΟΣΟΚΟΜΕΙΩΝ [978, 1390, 1180, 1418]
article-text: Ό ύπουργός Συντονισμοῦ κ. Κ. Μητσοτάκης έδήλωσε χθές ότι ή δικαιοσύνη θά διαλευκάνῃ πλήρως τήν ύπόθεσιν. [1396, 1003, 1562, 1053]
article-text: Ό κ. Μπρέζνιεφ είς μακράν λόγον τόν όποίον έξεφώνησεν είς τό συνέδριον τοῦ Κ.Κ. Τσεχοσλοβακίας, ύπεστήριξεν ότι ή ένότης τοῦ κομμουνιστικοῦ κόσμου άποτελεί άναγκαιότητα. [40, 514, 238, 576]
article-text: Ό έλεγχος θά συνεχισθῇ καί κατά τάς έπομένας ήμέρας μέ σκοπόν τήν έξασφάλισιν τῆς όδικῆς άσφαλείας. [709, 697, 947, 735]
article-text: ύπό τῶν συνδικαλιστικῶν όργανώσεων γίνεται γνωστόν ότι θά προσφύγουν είς τό Διεθνές Γραφεῖον Έργασίας. [1396, 1598, 1562, 1648]
article-text: ΟΑΡΧΗΓΟΣ τοῦ σοβιετικοῦ Κ. Κ. κ. Μπρέζνιεφ έξαπέλυσε σήμερον έμμέσως έπίθεσιν κατά τῆς Ρουμανίας καί τοῦ «έθνικισμοῦ» τῶν όποίων έπικρίνουν τάς σοβιετικάς έπιδιώξεις εις τό Σύμφωνον τῆς Βαρσοβίας. [40, 288, 238, 368]
article-text: Ό ύπουργός τῶν Έξωτερικῶν έδήλωσεν ότι ή μελέτη τῶν άρχείων τοῦ ύπουργείου θά συνεχισθῇ. [709, 1102, 947, 1139]
column-divider [1198, 118, 1199, 2296]
article-text: Έπίσης ή Σύνοδος έξέφρασε τήν άνησυχίαν της διά τάς έξελίξεις καί ζητεῖ τήν ταχεῖαν λῆψιν άποφάσεων. [40, 1413, 238, 1450]
article-text: ΧΑΛΚΙΣ, 2. Τό άτυχές συμβάν συνέβη κατά τήν μεταφοράν τῆς έπιτόκου έκ τῆς νήσου Σκύρου πρός τήν Κύμην διά τοῦ βενζινοπλοίου. Ή μήτηρ καί τό νεογνόν άπεβίωσαν πρό τῆς άφίξεως. [459, 581, 690, 644]
article-iera-synodos [40, 1289, 447, 1624]
article-text: Οί βουδδισταί άπεχώρησαν πλήρως είς τόν άγῶνα τῶν έναντίον τῆς κυβερνήσεως Κύ, ή όποία κατέλαβε σήμερον άνευ άντιστάσεως καί τό τέμενος τῶν βουδδιστῶν έξερχομένην τῆς πόλεως Χουέ. [459, 292, 697, 355]
article-diakoulias [459, 1376, 690, 1427]
headline: ΕΛΥΘΗ ΧΘΕΣ Η ΑΠΕΡΓΙΑ ΤΩΝ ΣΙΔΗΡΟΔΡΟΜΙΚΩΝ ΚΑΙ ΗΡΘΗ Η ΠΟΛΙΤΙΚΗ ΤΩΝ ΕΠΙΣΤΡΑΤΕΥΣΙΣ [731, 1346, 925, 1413]
article-text: ΛΟΝΔΙΝΟΝ, 2. Αί έλληνοβρεταννικαί συνομιλίαι διά τήν έγκατάστασιν άτομικοῦ άντιδραστῆρος είς τήν Έλλάδα έτερματίσθησαν σήμερον. [40, 1671, 238, 1721]
article-text: Ό ύπουργός τῶν Έξωτερικῶν έδήλωσεν ότι ή μελέτη τῶν άρχείων τοῦ ύπουργείου θά συνεχισθῇ. [965, 897, 1193, 935]
headline: ΣΥΝΕΡΓΑΣΙΑ ΔΙΑ ΤΟ ΣΥΝΤΑΞΙΟΔΟΤΙΚΟΝ ΤΩΝ ΔΗΜ. ΥΠΑΛΛΗΛΩΝ [481, 1106, 668, 1146]
article-text: Ό κ. Νικ. Βενιζέλος καί οί βουλευταί Κρήτης οί όποίοι έπρόκειτο νά περιοδεύσουν είς τήν νῆσον άνέβαλον τήν περιοδείαν των. [257, 1076, 447, 1126]
article-text: Ό πρώην ύπουργός Άμύνης έδήλωσεν ότι θά άναγνωρίσῃ τό άποτέλεσμα τῶν έκλογῶν. [1396, 784, 1562, 821]
article-text: Τό ύπουργεῖον Δικαιοσύνης έξετάζει τό ζήτημα έπί τῇ βάσει τῶν ίσχυουσῶν διατάξεων. [709, 1663, 947, 1687]
dateline: ΠΡΑΓΑ, 2 [112, 278, 167, 290]
dateline: ΛΕΟΠΟΛΝΤΒΙΛ, 2 [1239, 291, 1342, 303]
article-text: Τό Μετεωρολογικόν Ίνστιτοῦτον προβλέπει διά σήμερον καιρόν αίθριον μέ θερμοκρασίαν είς μικράν άνοδον. [459, 1508, 690, 1545]
headline: ΟΙ ΣΙΤΟΠΑΡΑΓΩΓΟΙ ΑΝΑΜΕΝΟΥΝ ΑΠΑΝΤΗΣΙΝ ΤΗΣ ΚΥΒΕΡΝΗΣΕΩΣ ΔΙΑ ΤΑ ΑΙΤΗΜΑΤΑ ΤΩΝ [1253, 1070, 1512, 1120]
article-text: Ό ύπουργός τῆς Έργασίας κ. Γ. Μπακατσέλος έδήλωσεν ότι διά τοῦ ψηφισθέντος νομοσχεδίου παρέχεται είς τούς έπαγγελματίας ή εύχέρεια προαιρετικῆς άσφαλίσεως είς τό Ταμεῖον Έπαγγελματιῶν καί Βιοτεχνῶν Έλλάδος. [40, 697, 238, 785]
article-text: Ή Ένωσις Μηχανικῶν Δημοσίων Ύπαλλήλων τονίζει ότι αί τεχνικαί ύπηρεσίαι άντιμετωπίζουν σοβαράν έλλειψιν προσωπικοῦ. [459, 1042, 690, 1092]
article-text: όσως Κύ νά καλέσῃ παρατηρητάς τοῦ Ο.Η.Ε., διά τάς προσεχεῖς έκλογάς. Ή άπόφασις αύτή έλήφθη κατόπιν πιέσεων τῶν βουδδιστῶν. [964, 275, 1193, 325]
article-conscription [1203, 1445, 1562, 1652]
byline: ΔΗΛΩΣΕΙΣ ΤΟΥ κ. Γ. ΜΠΑΚΑΤΣΕΛΟΥ [238, 683, 447, 695]
article-text: είς τήν περιοδείαν του. Ή άναβολή άπεφασίσθη κατόπιν έπαφῶν μεταξύ τῶν στελεχῶν τῆς Ένώσεως Κέντρου. [40, 1181, 238, 1218]
article-text: Αί Διεθνεῖς Συμβάσεις Έργασίας άπαγορεύουν τήν έπιστράτευσιν τῶν έργαζομένων διά τήν κατάπνιξιν άπεργιῶν. [1203, 1493, 1378, 1543]
article-text: Τό Μετεωρολογικόν Ίνστιτοῦτον προβλέπει διά σήμερον καιρόν αίθριον μέ θερμοκρασίαν είς μικράν άνοδον. [459, 1548, 690, 1585]
article-text: βρίσκετο, στρατιωτικήν στολήν. ΤΟ «ΑΝΑΚΗΡΥΚΤΙΚΟΝ». Τέσσαρες άγχόνες είχον στηθεῖ είς τήν πλατεῖαν καί έκεῖ έξετελέσθησαν οί καταδικασθέντες. [1203, 486, 1378, 549]
article-water [966, 1653, 1194, 1704]
article-text: τήν συνεργασίαν τῶν δύο χωρῶν είς τόν τομέα τῆς άτομικῆς ένεργείας. Ή έλληνική άντιπροσωπεία έπιστρέφει αύριον. [257, 1787, 447, 1837]
article-text: είς τό συνέδριον. Ό διεθνισμός πρέπει ν' άποτελῇ τήν πυξίδα έπιλέξεως τοῦ έθνικοῦ προβλήματος είς τάς σχέσεις μεταξύ τῶν σοσιαλιστικῶν κρατῶν. [257, 275, 447, 338]
